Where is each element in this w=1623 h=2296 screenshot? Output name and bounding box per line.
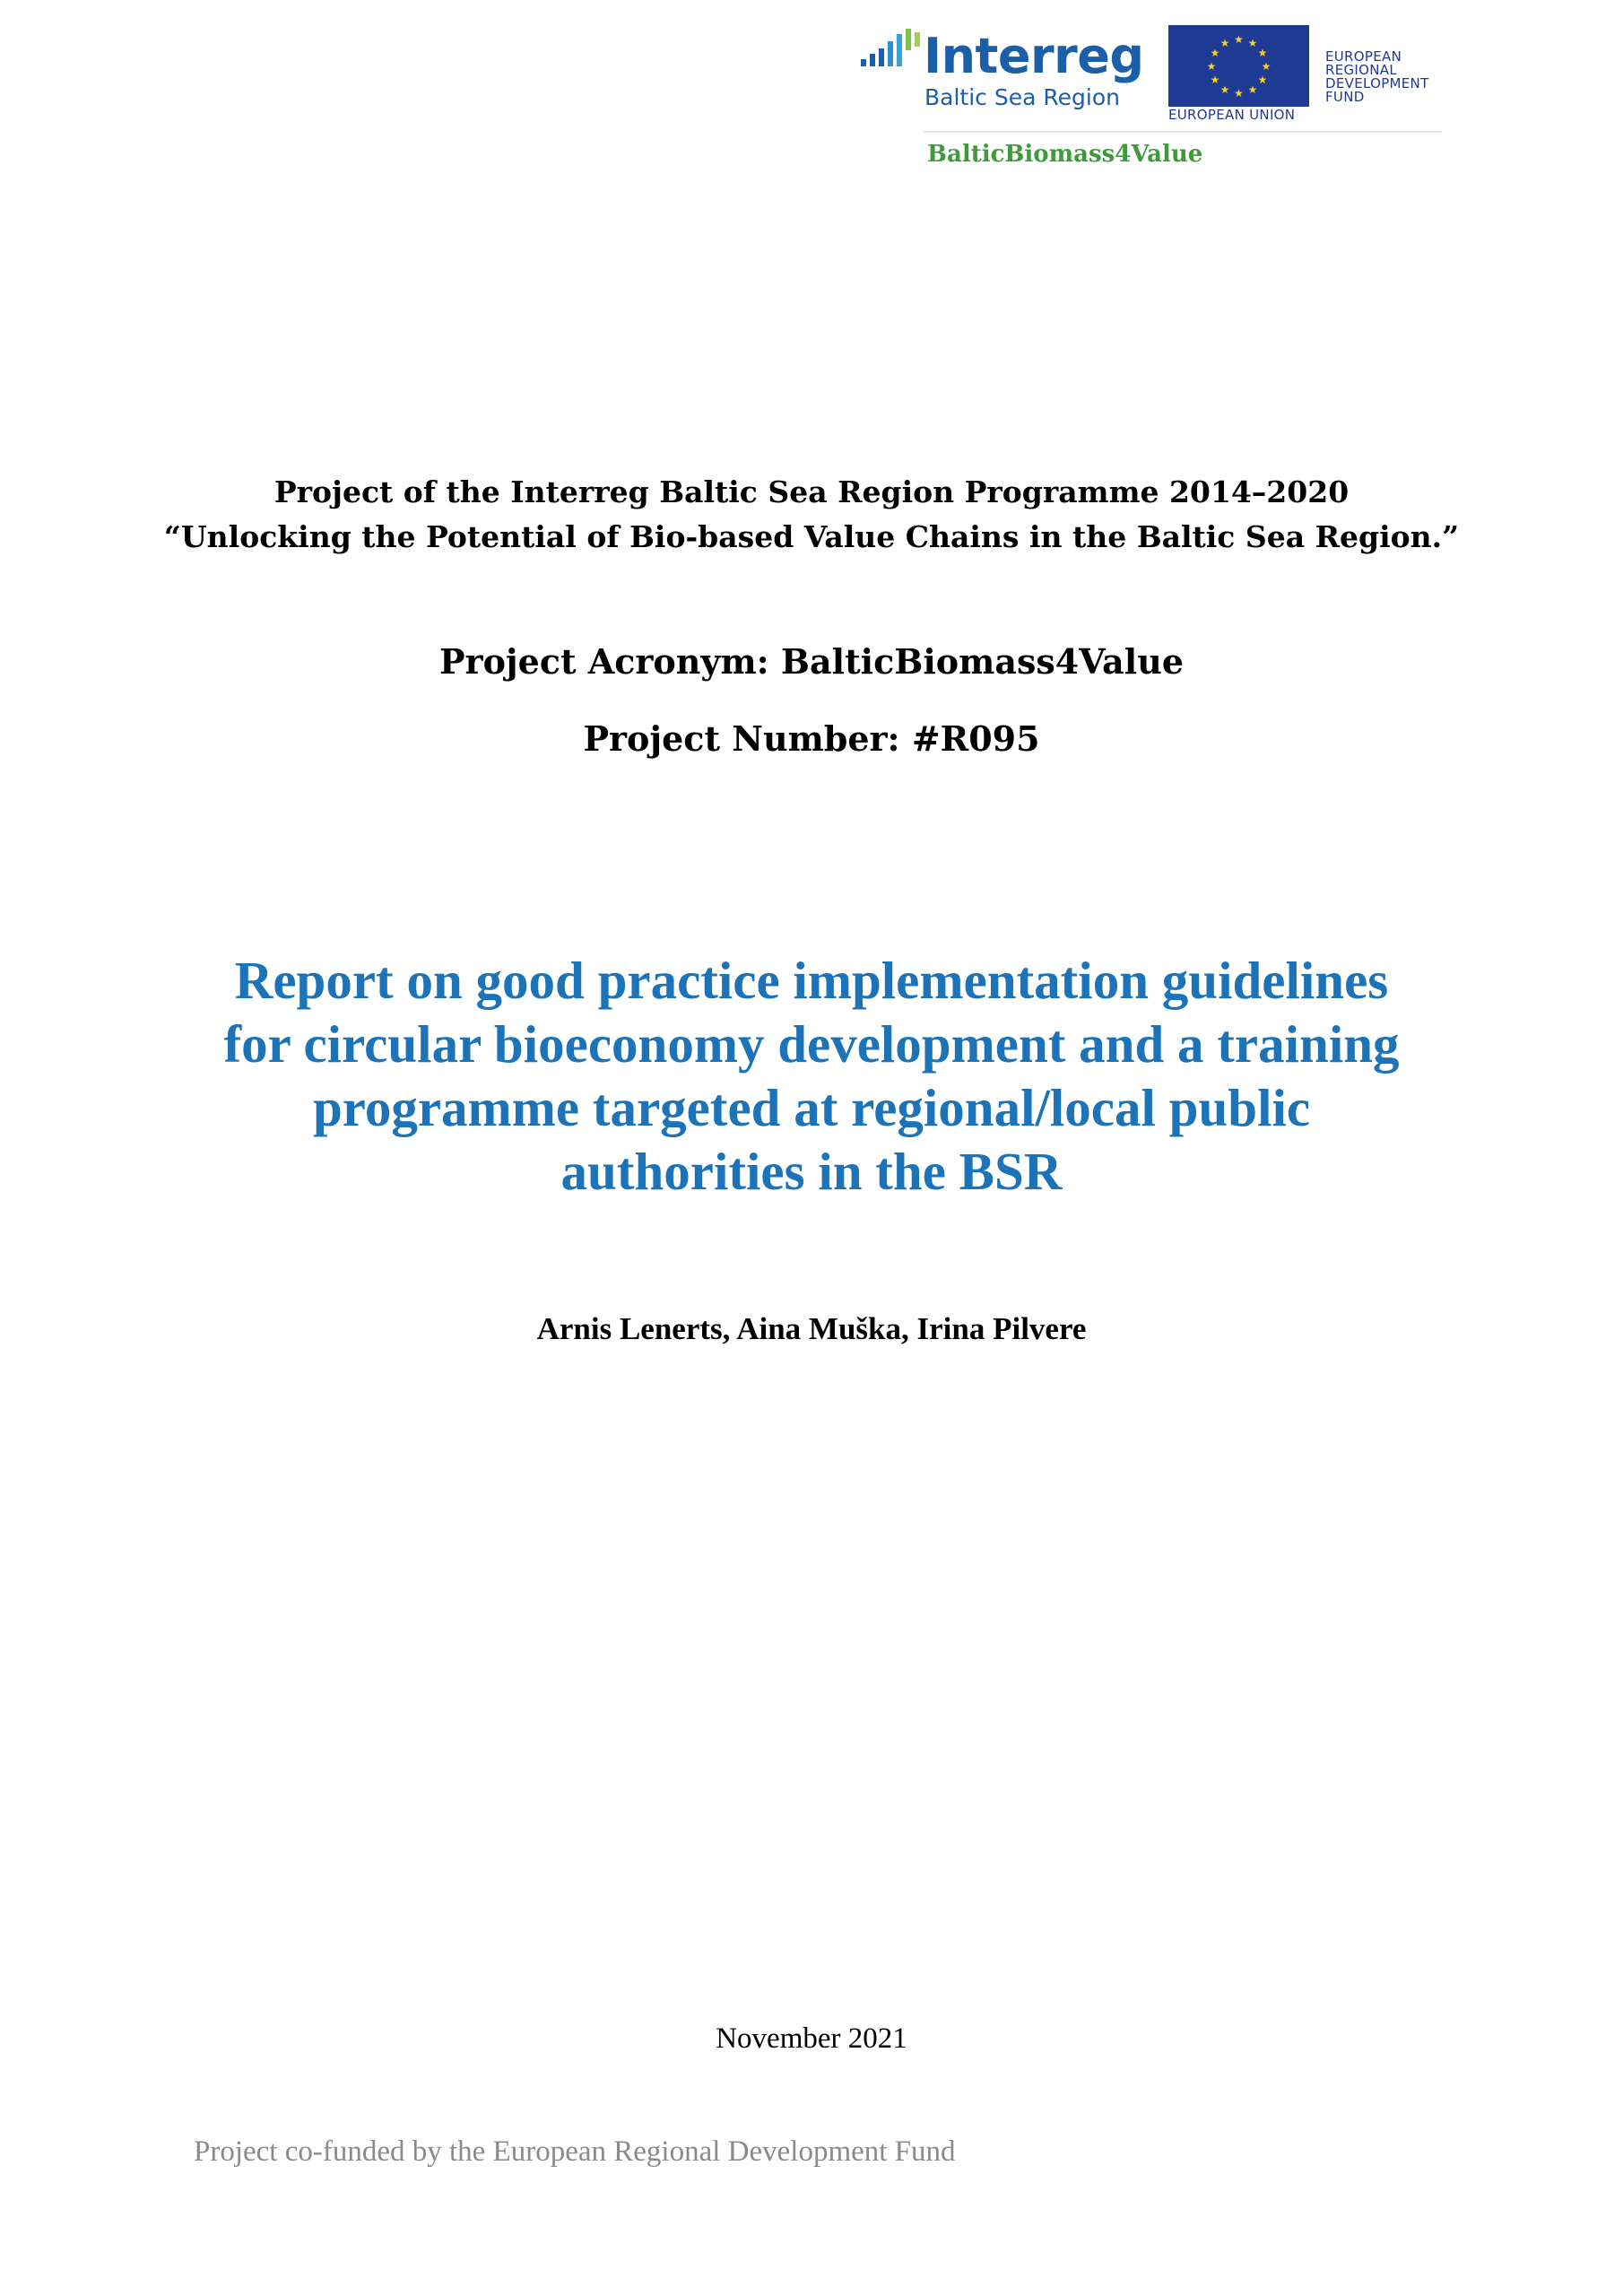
svg-text:★: ★ xyxy=(1219,37,1230,49)
footer-cofunding-note: Project co-funded by the European Regional Development Fund xyxy=(194,2135,956,2168)
publication-date: November 2021 xyxy=(716,2022,907,2055)
report-title-line: authorities in the BSR xyxy=(560,1142,1063,1201)
erdf-line: FUND xyxy=(1325,89,1365,105)
report-title-line: programme targeted at regional/local public xyxy=(312,1078,1311,1137)
svg-text:★: ★ xyxy=(1247,37,1258,49)
project-number: Project Number: #R095 xyxy=(583,718,1040,759)
erdf-line: REGIONAL xyxy=(1325,62,1397,78)
erdf-label xyxy=(1325,50,1469,104)
programme-title: “Unlocking the Potential of Bio-based Value Chains in the Baltic Sea Region.” xyxy=(163,519,1460,554)
erdf-line: EUROPEAN xyxy=(1325,48,1402,65)
header-divider xyxy=(924,131,1442,133)
svg-text:★: ★ xyxy=(1261,60,1271,73)
interreg-region-label: Baltic Sea Region xyxy=(924,84,1120,110)
svg-text:★: ★ xyxy=(1206,60,1217,73)
svg-text:★: ★ xyxy=(1247,83,1258,96)
project-brand-name: BalticBiomass4Value xyxy=(927,141,1203,168)
signal-bars-icon xyxy=(859,23,924,77)
svg-text:★: ★ xyxy=(1210,47,1220,59)
authors: Arnis Lenerts, Aina Muška, Irina Pilvere xyxy=(536,1311,1087,1346)
svg-text:★: ★ xyxy=(1257,74,1268,86)
eu-union-label: EUROPEAN UNION xyxy=(1168,107,1296,123)
report-title-line: Report on good practice implementation guidelines xyxy=(234,951,1389,1010)
svg-text:★: ★ xyxy=(1234,87,1244,100)
svg-text:★: ★ xyxy=(1219,83,1230,96)
project-acronym: Project Acronym: BalticBiomass4Value xyxy=(438,641,1185,682)
interreg-wordmark: Interreg xyxy=(924,28,1144,84)
svg-text:★: ★ xyxy=(1234,33,1244,46)
svg-text:★: ★ xyxy=(1257,47,1268,59)
erdf-line: DEVELOPMENT xyxy=(1325,75,1429,91)
programme-line: Project of the Interreg Baltic Sea Region Programme 2014–2020 xyxy=(273,474,1350,509)
svg-text:★: ★ xyxy=(1210,74,1220,86)
eu-flag-icon xyxy=(1168,25,1309,107)
interreg-logo xyxy=(859,23,1155,113)
report-title xyxy=(161,949,1462,1204)
report-title-line: for circular bioeconomy development and a training xyxy=(223,1014,1400,1074)
